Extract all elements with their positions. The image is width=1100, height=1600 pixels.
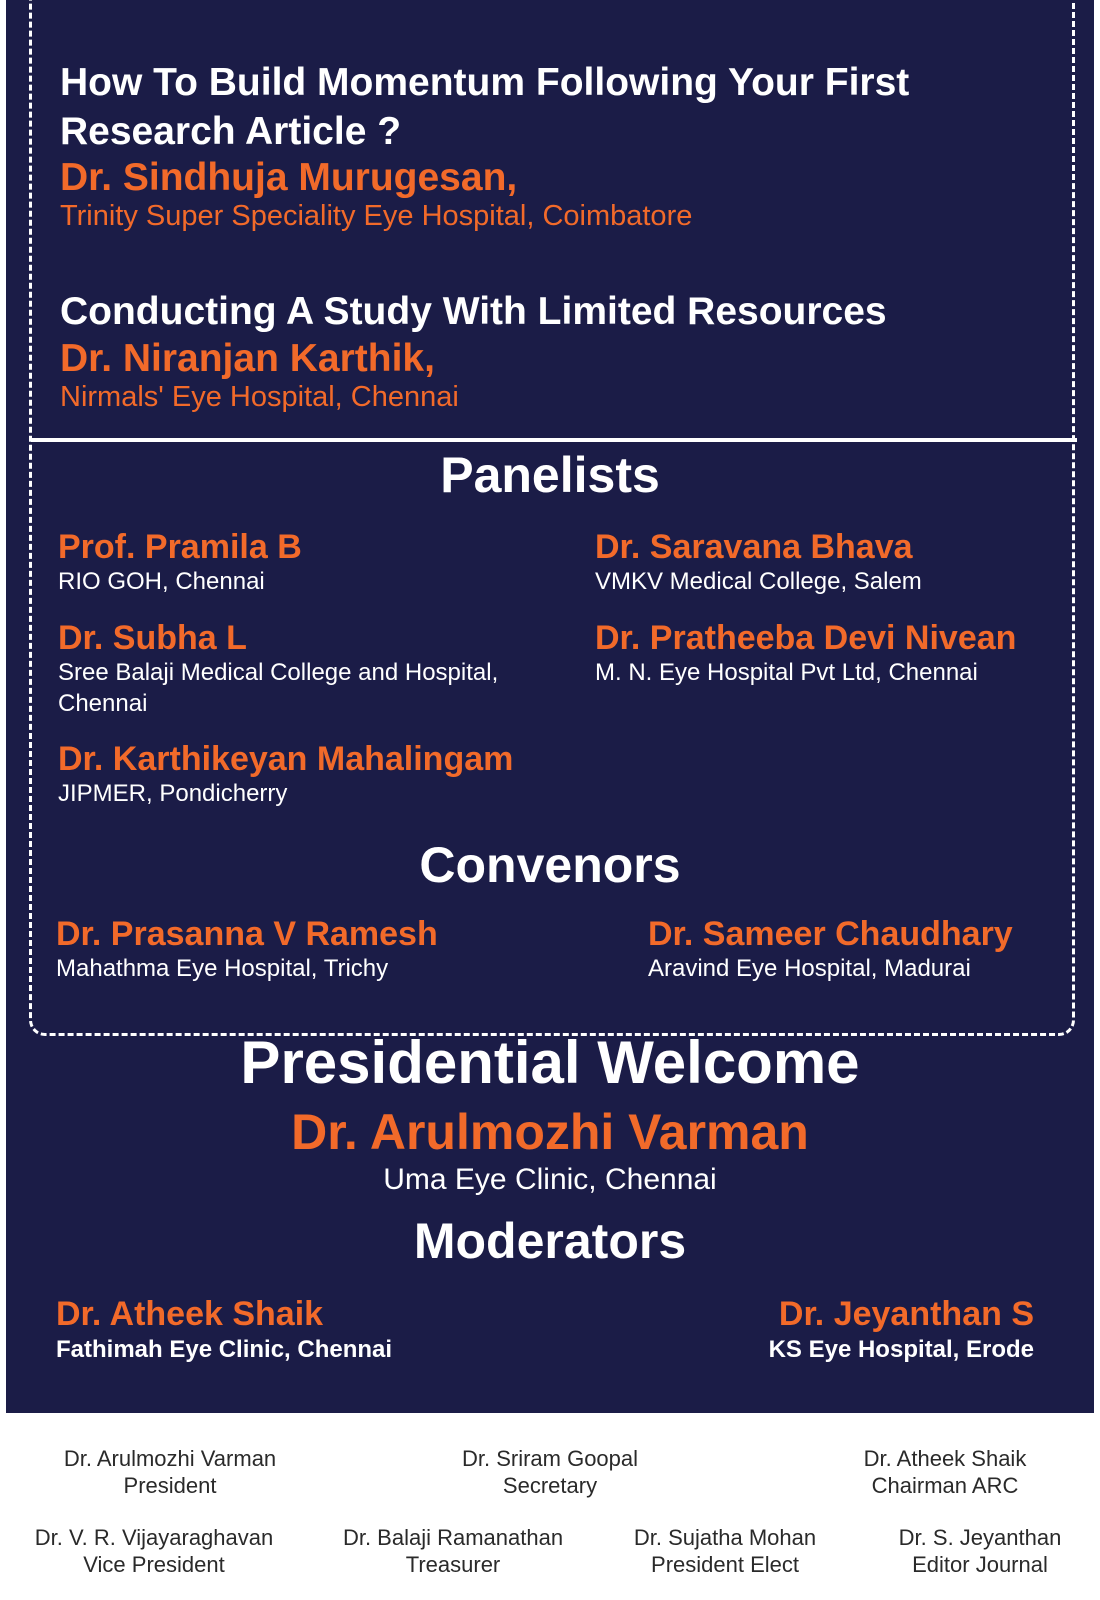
officer-role: Chairman ARC xyxy=(871,1473,1019,1498)
welcome-name: Dr. Arulmozhi Varman xyxy=(291,1104,809,1160)
officer-name: Dr. S. Jeyanthan xyxy=(898,1525,1062,1550)
section-divider xyxy=(31,438,1077,442)
officer-name: Dr. Atheek Shaik xyxy=(863,1446,1027,1471)
convenor-affiliation: Aravind Eye Hospital, Madurai xyxy=(648,955,971,982)
panelist-name: Prof. Pramila B xyxy=(58,528,302,566)
talk-affiliation-2: Nirmals' Eye Hospital, Chennai xyxy=(60,381,459,413)
officer-role: Treasurer xyxy=(405,1552,501,1577)
panelist-affiliation: VMKV Medical College, Salem xyxy=(595,568,922,595)
convenor-affiliation: Mahathma Eye Hospital, Trichy xyxy=(56,955,389,982)
panelists-heading: Panelists xyxy=(440,447,660,503)
officer-entry xyxy=(420,1445,680,1499)
officer-entry xyxy=(318,1524,588,1578)
officer-entry xyxy=(610,1524,840,1578)
convenor-name: Dr. Prasanna V Ramesh xyxy=(56,915,438,953)
officer-role: Secretary xyxy=(502,1473,598,1498)
poster-background xyxy=(6,0,1094,1413)
moderator-name: Dr. Atheek Shaik xyxy=(56,1295,324,1333)
moderator-affiliation: Fathimah Eye Clinic, Chennai xyxy=(56,1336,393,1363)
moderator-affiliation: KS Eye Hospital, Erode xyxy=(768,1336,1034,1363)
officer-entry xyxy=(40,1445,300,1499)
panelist-affiliation: Sree Balaji Medical College and Hospital, Chennai xyxy=(58,659,499,717)
talk-speaker-2: Dr. Niranjan Karthik, xyxy=(60,337,435,380)
officer-name: Dr. Balaji Ramanathan xyxy=(342,1525,564,1550)
talk-title-2: Conducting A Study With Limited Resources xyxy=(60,290,887,333)
officers-footer xyxy=(0,1413,1100,1600)
officer-role: Vice President xyxy=(83,1552,225,1577)
panelist-affiliation: M. N. Eye Hospital Pvt Ltd, Chennai xyxy=(595,659,978,686)
panelist-name: Dr. Subha L xyxy=(58,619,247,657)
officer-entry xyxy=(870,1524,1090,1578)
talk-speaker-1: Dr. Sindhuja Murugesan, xyxy=(60,156,518,199)
officer-role: President xyxy=(123,1473,217,1498)
officer-name: Dr. Arulmozhi Varman xyxy=(63,1446,277,1471)
moderators-heading: Moderators xyxy=(413,1213,687,1269)
officer-name: Dr. Sujatha Mohan xyxy=(633,1525,817,1550)
panelist-affiliation: RIO GOH, Chennai xyxy=(58,568,265,595)
welcome-heading: Presidential Welcome xyxy=(240,1029,860,1096)
panelist-name: Dr. Karthikeyan Mahalingam xyxy=(58,740,514,778)
panelist-name: Dr. Saravana Bhava xyxy=(595,528,913,566)
moderator-name: Dr. Jeyanthan S xyxy=(778,1295,1034,1333)
officer-entry xyxy=(14,1524,294,1578)
panelist-affiliation: JIPMER, Pondicherry xyxy=(58,780,288,807)
welcome-affiliation: Uma Eye Clinic, Chennai xyxy=(383,1163,717,1196)
convenor-name: Dr. Sameer Chaudhary xyxy=(648,915,1013,953)
panelist-name: Dr. Pratheeba Devi Nivean xyxy=(595,619,1017,657)
officer-role: President Elect xyxy=(651,1552,799,1577)
talk-affiliation-1: Trinity Super Speciality Eye Hospital, Coimbatore xyxy=(60,200,693,232)
officer-role: Editor Journal xyxy=(912,1552,1048,1577)
officer-name: Dr. Sriram Goopal xyxy=(461,1446,639,1471)
convenors-heading: Convenors xyxy=(419,837,681,893)
officer-entry xyxy=(820,1445,1070,1499)
talk-title-1: How To Build Momentum Following Your First Research Article ? xyxy=(60,61,910,153)
officer-name: Dr. V. R. Vijayaraghavan xyxy=(34,1525,274,1550)
